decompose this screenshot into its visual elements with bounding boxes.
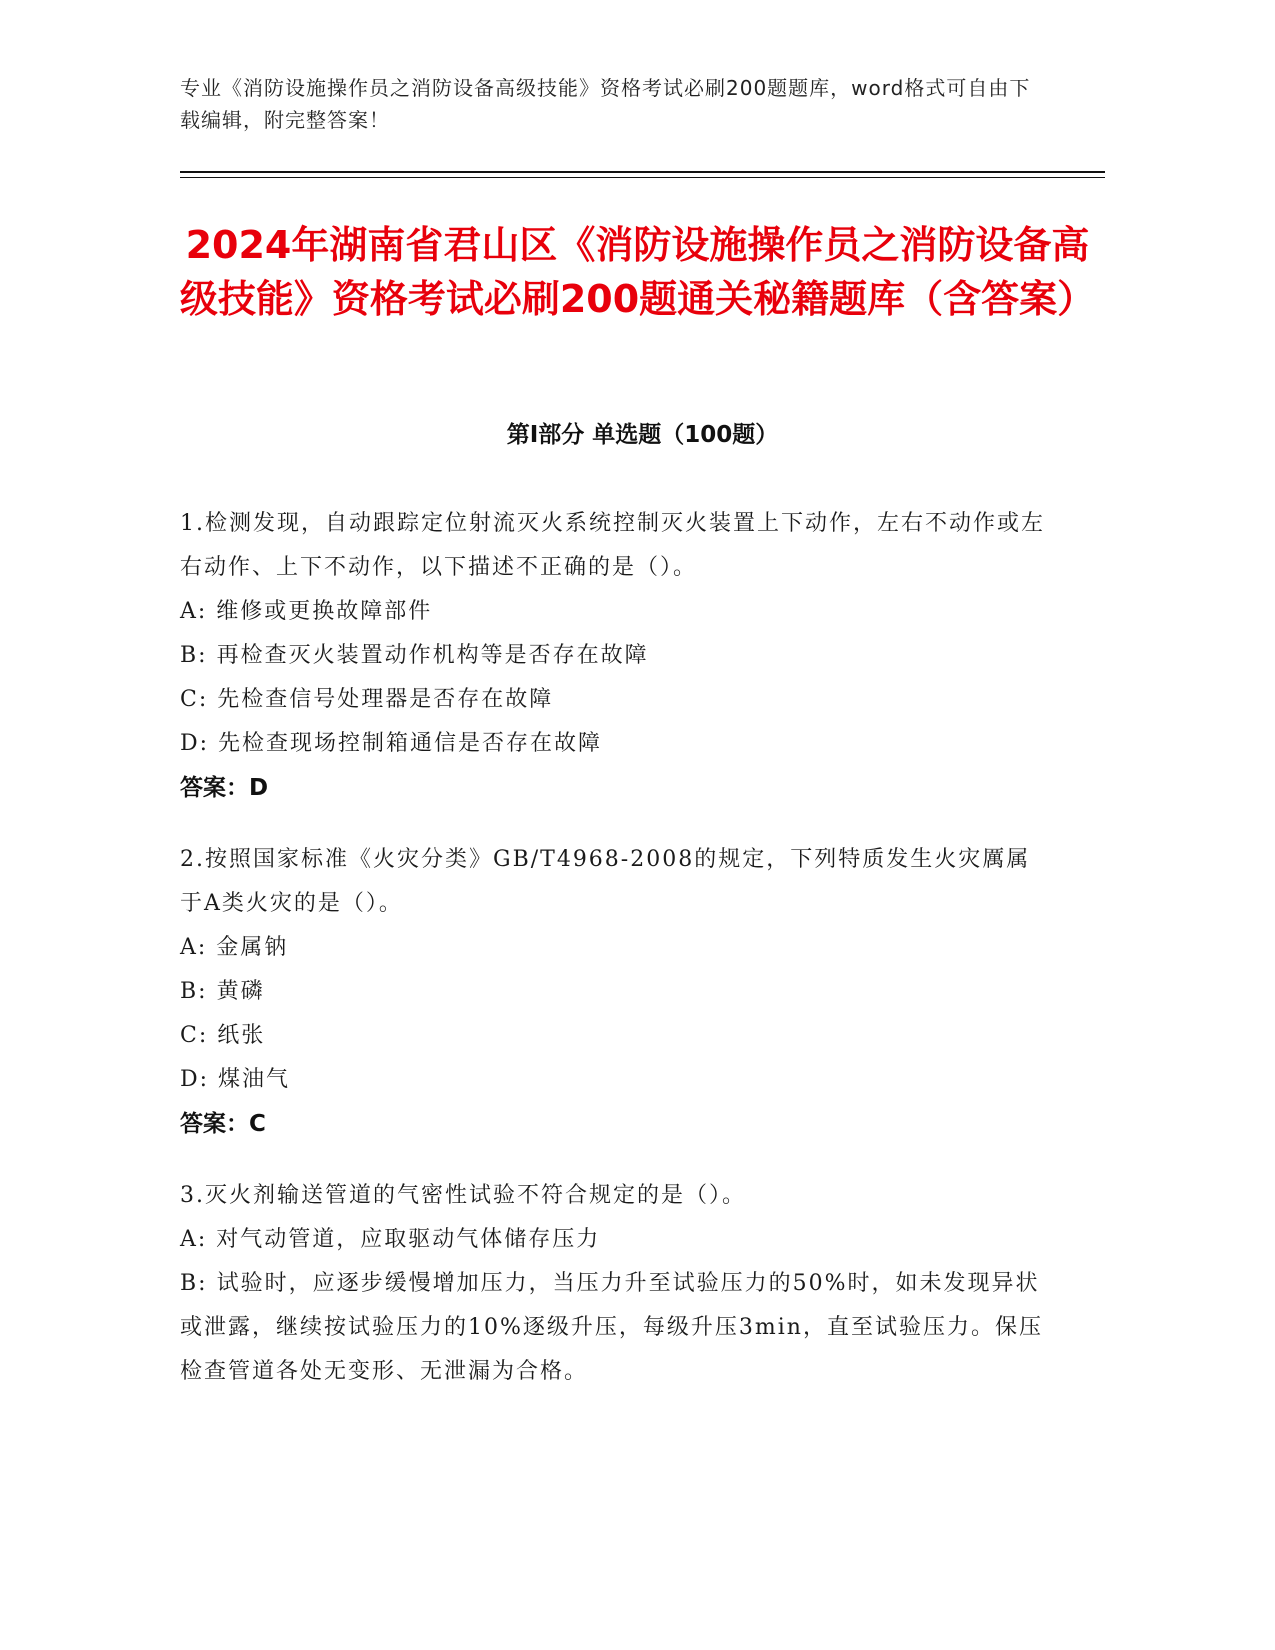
question-answer: 答案：D	[180, 775, 269, 801]
question-text: 1.检测发现，自动跟踪定位射流灭火系统控制灭火装置上下动作，左右不动作或左右动作、上下不动作，以下描述不正确的是（）。	[180, 511, 1045, 580]
question-option-a: A: 金属钠	[180, 935, 289, 960]
question-item	[180, 502, 1050, 810]
question-option-a: A: 维修或更换故障部件	[180, 599, 433, 624]
question-list	[180, 502, 1050, 1422]
question-answer: 答案：C	[180, 1111, 266, 1137]
question-option-b: B: 黄磷	[180, 979, 265, 1004]
header-note: 专业《消防设施操作员之消防设备高级技能》资格考试必刷200题题库，word格式可自由下载编辑，附完整答案！	[180, 76, 1031, 132]
header-divider-thick	[180, 171, 1105, 173]
question-option-a: A: 对气动管道，应取驱动气体储存压力	[180, 1227, 601, 1252]
section-title: 第I部分 单选题（100题）	[506, 422, 779, 448]
header-divider-thin	[180, 177, 1105, 178]
question-text: 2.按照国家标准《火灾分类》GB/T4968-2008的规定，下列特质发生火灾厲属于A类火灾的是（）。	[180, 847, 1031, 916]
question-option-d: D: 煤油气	[180, 1067, 291, 1092]
document-title: 2024年湖南省君山区《消防设施操作员之消防设备高级技能》资格考试必刷200题通关秘籍题库（含答案）	[179, 223, 1096, 321]
question-item	[180, 1174, 1050, 1394]
question-option-b: B: 试验时，应逐步缓慢增加压力，当压力升至试验压力的50%时，如未发现异状或泄露，继续按试验压力的10%逐级升压，每级升压3min，直至试验压力。保压检查管道各处无变形、无泄漏为合格。	[180, 1271, 1043, 1384]
question-text: 3.灭火剂输送管道的气密性试验不符合规定的是（）。	[180, 1183, 746, 1208]
question-option-c: C: 先检查信号处理器是否存在故障	[180, 687, 554, 712]
question-item	[180, 838, 1050, 1146]
question-option-c: C: 纸张	[180, 1023, 266, 1048]
question-option-b: B: 再检查灭火装置动作机构等是否存在故障	[180, 643, 649, 668]
question-option-d: D: 先检查现场控制箱通信是否存在故障	[180, 731, 603, 756]
